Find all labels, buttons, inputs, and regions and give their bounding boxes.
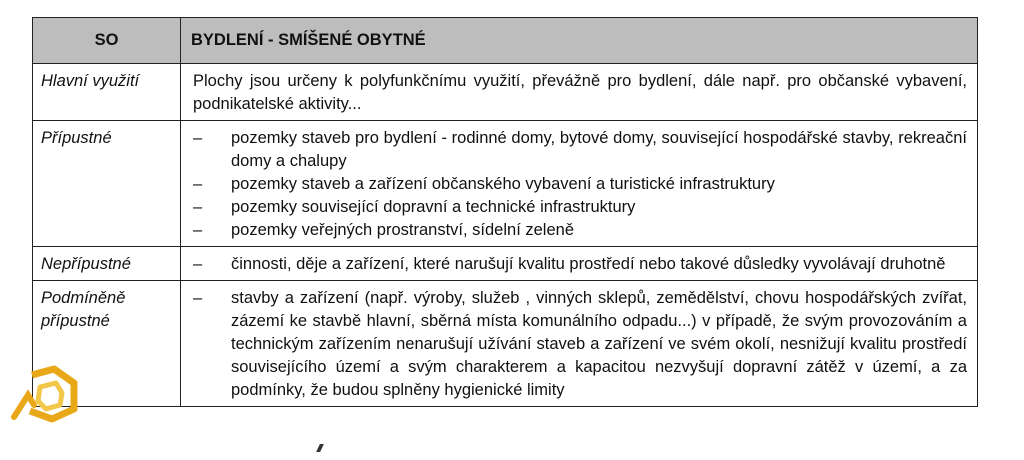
list-item-text: pozemky staveb pro bydlení - rodinné domy, bytové domy, související hospodářské stavby, rekreační domy a chalupy — [231, 129, 967, 170]
row-label: Přípustné — [33, 121, 181, 247]
dash-bullet: – — [193, 175, 203, 193]
list-item — [193, 219, 967, 242]
permitted-list — [193, 127, 967, 242]
dash-bullet: – — [193, 289, 203, 307]
list-item-text: činnosti, děje a zařízení, které narušují kvalitu prostředí nebo takové důsledky vyvolávají druhotně — [231, 255, 946, 273]
dash-bullet: – — [193, 255, 203, 273]
row-label: Nepřípustné — [33, 247, 181, 281]
stray-mark — [316, 444, 324, 452]
table-row-conditional — [33, 281, 978, 407]
row-items — [181, 281, 978, 407]
dash-bullet: – — [193, 198, 203, 216]
list-item — [193, 173, 967, 196]
zone-code: SO — [33, 18, 181, 64]
list-item-text: pozemky staveb a zařízení občanského vybavení a turistické infrastruktury — [231, 175, 775, 193]
row-items — [181, 121, 978, 247]
table-row-not-permitted — [33, 247, 978, 281]
row-label: Hlavní využití — [33, 64, 181, 121]
dash-bullet: – — [193, 221, 203, 239]
zoning-table — [32, 17, 978, 407]
row-label: Podmíněně přípustné — [33, 281, 181, 407]
list-item-text: stavby a zařízení (např. výroby, služeb , vinných sklepů, zemědělství, chovu hospodářských zvířat, zázemí ke stavbě hlavní, sběrná místa komunálního odpadu...) v případě, že svým provozováním a technickým zařízením nenarušují užívání staveb a zařízení ve svém okolí, nesnižují kvalitu prostředí souvisejícího území a svým charakterem a kapacitou nezvyšují dopravní zátěž v území, a za podmínky, že budou splněny hygienické limity — [231, 289, 967, 399]
zone-title: BYDLENÍ - SMÍŠENÉ OBYTNÉ — [181, 18, 978, 64]
row-text: Plochy jsou určeny k polyfunkčnímu využití, převážně pro bydlení, dále např. pro občanské vybavení, podnikatelské aktivity... — [181, 64, 978, 121]
table-header-row — [33, 18, 978, 64]
list-item — [193, 127, 967, 173]
list-item — [193, 196, 967, 219]
list-item — [193, 253, 967, 276]
not-permitted-list — [193, 253, 967, 276]
table-row-main-use — [33, 64, 978, 121]
list-item-text: pozemky související dopravní a technické infrastruktury — [231, 198, 636, 216]
table-row-permitted — [33, 121, 978, 247]
list-item — [193, 287, 967, 402]
row-items — [181, 247, 978, 281]
dash-bullet: – — [193, 129, 203, 147]
list-item-text: pozemky veřejných prostranství, sídelní zeleně — [231, 221, 574, 239]
conditional-list — [193, 287, 967, 402]
logo-icon — [10, 365, 84, 423]
